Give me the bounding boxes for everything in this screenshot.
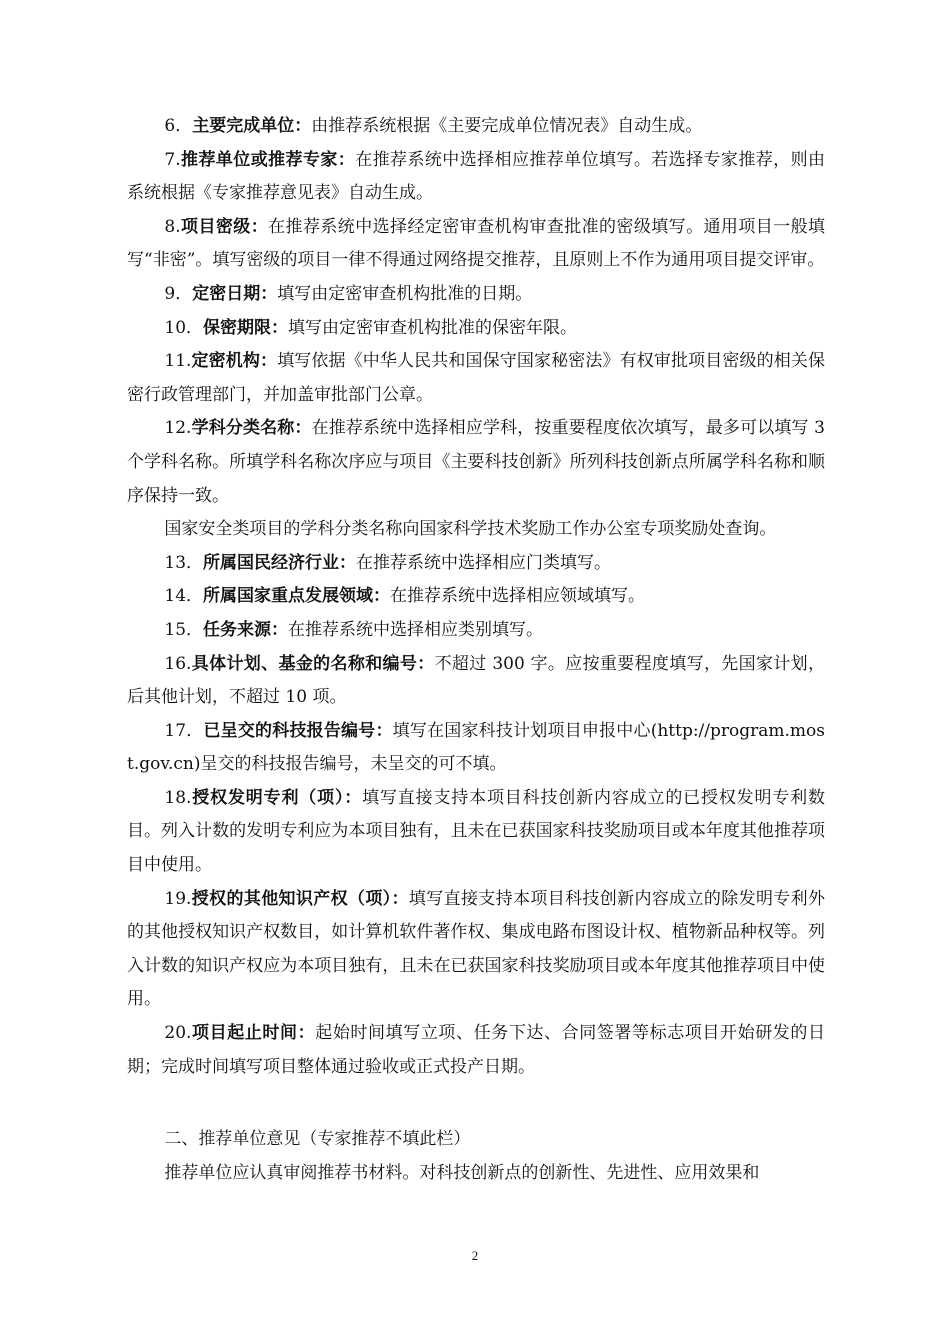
item-16 xyxy=(127,648,825,715)
item-12-note xyxy=(127,513,825,547)
item-label: 具体计划、基金的名称和编号： xyxy=(191,653,435,674)
item-label: 任务来源： xyxy=(203,619,289,640)
item-number: 8. xyxy=(164,216,181,237)
item-11 xyxy=(127,345,825,412)
item-label: 授权的其他知识产权（项）： xyxy=(191,888,409,909)
section-text: 推荐单位应认真审阅推荐书材料。对科技创新点的创新性、先进性、应用效果和 xyxy=(164,1162,760,1183)
item-text: 在推荐系统中选择相应类别填写。 xyxy=(288,619,544,640)
item-18 xyxy=(127,782,825,883)
item-text: 在推荐系统中选择相应学科，按重要程度依次填写，最多可以填写 3 个学科名称。所填学科名称次序应与项目《主要科技创新》所列科技创新点所属学科名称和顺序保持一致。 xyxy=(127,418,825,506)
item-number: 10． xyxy=(164,317,204,338)
item-10 xyxy=(127,312,825,346)
item-number: 12. xyxy=(164,418,192,439)
item-17 xyxy=(127,715,825,782)
item-8 xyxy=(127,211,825,278)
item-12 xyxy=(127,412,825,513)
item-text: 国家安全类项目的学科分类名称向国家科学技术奖励工作办公室专项奖励处查询。 xyxy=(164,519,777,540)
item-label: 项目密级： xyxy=(180,216,269,237)
item-label: 推荐单位或推荐专家： xyxy=(180,149,356,170)
page-number: 2 xyxy=(471,1248,479,1263)
item-number: 18. xyxy=(164,787,192,808)
item-text: 填写依据《中华人民共和国保守国家秘密法》有权审批项目密级的相关保密行政管理部门，并加盖审批部门公章。 xyxy=(127,351,826,405)
item-label: 项目起止时间： xyxy=(191,1023,316,1044)
document-body xyxy=(127,110,825,1190)
item-label: 所属国家重点发展领域： xyxy=(203,586,391,607)
item-label: 保密期限： xyxy=(203,317,289,338)
item-label: 已呈交的科技报告编号： xyxy=(203,720,393,741)
item-20 xyxy=(127,1017,825,1084)
item-text: 填写在国家科技计划项目申报中心(http://program.most.gov.cn)呈交的科技报告编号，未呈交的可不填。 xyxy=(127,720,826,775)
item-number: 16. xyxy=(164,653,192,674)
item-text: 不超过 300 字。应按重要程度填写，先国家计划，后其他计划，不超过 10 项。 xyxy=(127,653,825,708)
item-number: 9． xyxy=(164,283,193,304)
item-19 xyxy=(127,883,825,1017)
item-6 xyxy=(127,110,825,144)
item-label: 定密机构： xyxy=(191,351,278,372)
item-number: 13． xyxy=(164,552,204,573)
item-label: 定密日期： xyxy=(192,283,278,304)
item-label: 学科分类名称： xyxy=(191,418,312,439)
item-text: 填写直接支持本项目科技创新内容成立的已授权发明专利数目。列入计数的发明专利应为本项目独有，且未在已获国家科技奖励项目或本年度其他推荐项目中使用。 xyxy=(127,787,826,876)
item-label: 主要完成单位： xyxy=(192,116,312,136)
item-number: 7. xyxy=(164,149,181,170)
item-text: 填写由定密审查机构批准的日期。 xyxy=(277,283,533,304)
item-text: 在推荐系统中选择相应领域填写。 xyxy=(390,586,646,607)
item-number: 15． xyxy=(164,619,204,640)
item-number: 6． xyxy=(164,116,193,136)
item-text: 填写由定密审查机构批准的保密年限。 xyxy=(288,317,578,338)
item-15 xyxy=(127,614,825,648)
item-label: 所属国民经济行业： xyxy=(203,552,357,573)
item-number: 11. xyxy=(164,351,192,372)
item-text: 在推荐系统中选择相应门类填写。 xyxy=(356,552,612,573)
item-number: 20. xyxy=(164,1023,192,1044)
item-text: 填写直接支持本项目科技创新内容成立的除发明专利外的其他授权知识产权数目，如计算机软件著作权、集成电路布图设计权、植物新品种权等。列入计数的知识产权应为本项目独有，且未在已获国家科技奖励项目或本年度其他推荐项目中使用。 xyxy=(127,888,826,1010)
item-number: 14． xyxy=(164,586,204,607)
section-heading: 二、推荐单位意见（专家推荐不填此栏） xyxy=(164,1129,471,1150)
item-9 xyxy=(127,278,825,312)
item-number: 17． xyxy=(164,720,204,741)
item-text: 由推荐系统根据《主要完成单位情况表》自动生成。 xyxy=(311,116,703,136)
item-text: 在推荐系统中选择相应推荐单位填写。若选择专家推荐，则由系统根据《专家推荐意见表》自动生成。 xyxy=(127,149,826,204)
item-text: 起始时间填写立项、任务下达、合同签署等标志项目开始研发的日期；完成时间填写项目整体通过验收或正式投产日期。 xyxy=(127,1023,826,1077)
item-number: 19. xyxy=(164,888,192,909)
item-7 xyxy=(127,144,825,211)
item-13 xyxy=(127,547,825,581)
item-text: 在推荐系统中选择经定密审查机构审查批准的密级填写。通用项目一般填写“非密”。填写密级的项目一律不得通过网络提交推荐，且原则上不作为通用项目提交评审。 xyxy=(127,216,826,271)
item-14 xyxy=(127,580,825,614)
item-label: 授权发明专利（项）： xyxy=(191,787,363,808)
